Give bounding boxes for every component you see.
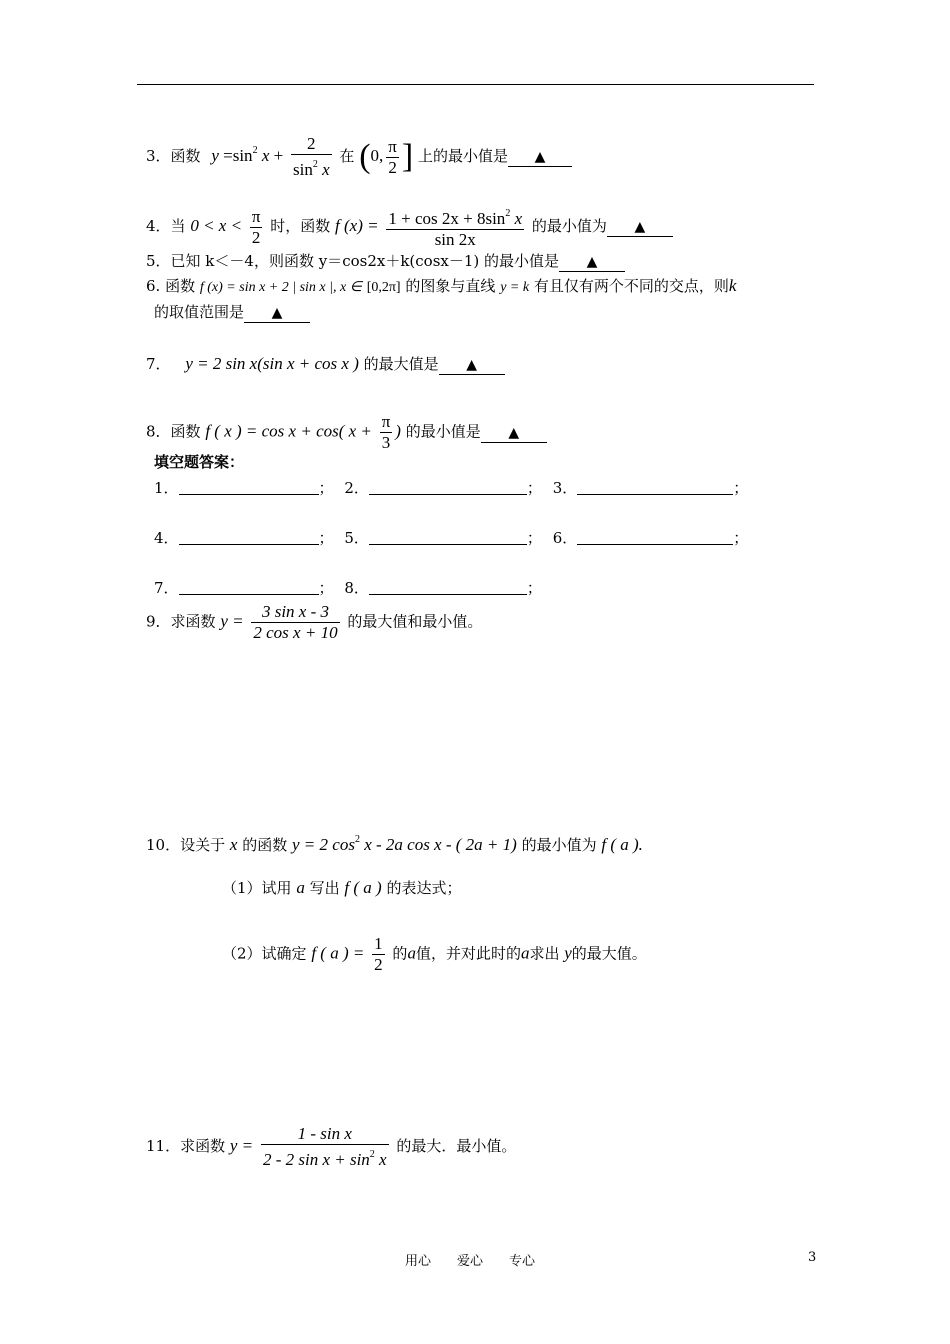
question-5: 5．已知 k＜－4，则函数 y＝cos2x＋k(cosx－1) 的最小值是 ▲ <box>146 251 625 272</box>
triangle-icon: ▲ <box>271 305 283 321</box>
question-11: 11．求函数 y = $\frac{\text{1 - sin x}}{2 - 2 \sin x + \sin^2 x}$ 的最大．最小值。 <box>146 1124 517 1169</box>
header-rule <box>137 84 814 85</box>
triangle-icon: ▲ <box>534 149 546 165</box>
fraction: $\frac{2}{\sin^2 x}$ <box>292 134 330 179</box>
answer-blank-7[interactable] <box>179 580 319 595</box>
answer-blank-4[interactable] <box>179 530 319 545</box>
question-10: 10．设关于 x 的函数 y = 2 $\cos^2 x - 2a$ cos x - ( 2a + 1) 的最小值为 f ( a ). <box>146 834 643 854</box>
question-6: 6. 函数 f (x) = sin x + 2 | sin x |, x ∈ [0,2π] 的图象与直线 y = k 有且仅有两个不同的交点，则k <box>146 276 737 295</box>
answer-blank-1[interactable] <box>179 480 319 495</box>
answer-row-3: 7． ； 8． ； <box>154 579 542 597</box>
triangle-icon: ▲ <box>466 357 478 373</box>
answers-heading: 填空题答案： <box>154 453 245 471</box>
page-number: 3 <box>808 1250 817 1265</box>
answer-blank-5[interactable] <box>369 530 527 545</box>
answer-blank-6[interactable] <box>577 530 733 545</box>
triangle-icon: ▲ <box>634 219 646 235</box>
answer-row-2: 4． ； 5． ； 6． ； <box>154 529 749 547</box>
question-9: 9．求函数 y = $\frac{\text{3 sin x - 3}}{\text{2 cos x + 10}}$ 的最大值和最小值。 <box>146 602 483 642</box>
question-6-line-2: 的取值范围是 ▲ <box>154 302 310 323</box>
answer-row-1: 1． ； 2． ； 3． ； <box>154 479 749 497</box>
answer-blank-2[interactable] <box>369 480 527 495</box>
question-4: 4．当 0 < x < $\frac{\pi}{2}$ 时，函数 f (x) = $\frac{1 + \cos 2x + 8\sin^2 x}{\sin 2x}$ 的最小值为 ▲ <box>146 204 673 250</box>
answer-blank-8[interactable] <box>369 580 527 595</box>
question-10-part-1: （1）试用 a 写出 f ( a ) 的表达式； <box>222 878 462 897</box>
triangle-icon: ▲ <box>586 254 598 270</box>
question-8: 8．函数 f ( x ) = cos x + cos( x + $\frac{\pi}{3}$ ) 的最小值是 ▲ <box>146 412 547 453</box>
question-10-part-2: （2）试确定 f ( a ) = $\frac{1}{2}$ 的a值，并对此时的a求出 y的最大值。 <box>222 934 647 974</box>
footer-motto: 用心 爱心 专心 <box>405 1254 536 1269</box>
question-3: 3．函数 $y =\sin^2$ x + $\frac{2}{\sin^2 x}$ 在 (0, $\frac{\pi}{2}$ ] 上的最小值是 ▲ <box>146 134 572 180</box>
triangle-icon: ▲ <box>508 424 520 441</box>
answer-blank-3[interactable] <box>577 480 733 495</box>
question-7: 7． y = 2 sin x(sin x + cos x ) 的最大值是 ▲ <box>146 354 505 375</box>
